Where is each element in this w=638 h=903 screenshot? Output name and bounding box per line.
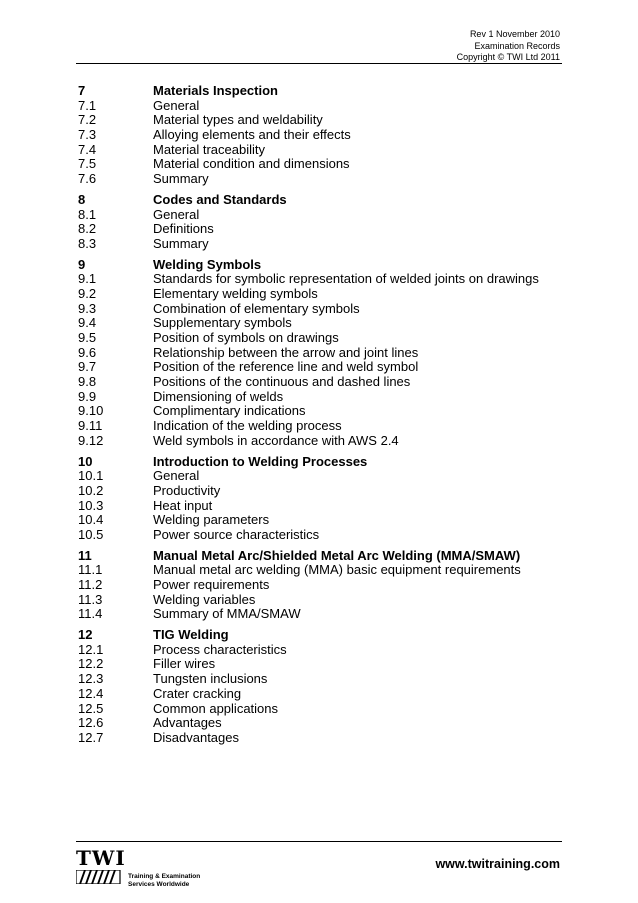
entry-number: 11.1 — [78, 562, 103, 578]
toc-entry[interactable] — [78, 157, 558, 172]
entry-title: Common applications — [153, 700, 279, 716]
section-number: 12 — [78, 627, 93, 643]
toc-entry[interactable] — [78, 346, 558, 361]
entry-number: 11.2 — [78, 577, 103, 592]
entry-number: 12.7 — [78, 729, 104, 745]
footer-divider — [76, 841, 562, 842]
toc-section-heading[interactable] — [78, 84, 558, 99]
entry-title: Summary — [153, 171, 209, 187]
entry-number: 9.2 — [78, 285, 97, 301]
toc-section — [78, 628, 558, 746]
section-title: Introduction to Welding Processes — [153, 453, 368, 469]
toc-entry[interactable] — [78, 731, 558, 746]
section-number: 7 — [78, 83, 86, 98]
entry-number: 9.9 — [78, 388, 97, 404]
entry-title: Summary — [153, 235, 209, 251]
entry-title: General — [153, 468, 200, 484]
toc-entry[interactable] — [78, 657, 558, 672]
toc-entry[interactable] — [78, 499, 558, 514]
toc-entry[interactable] — [78, 716, 558, 731]
entry-number: 9.1 — [78, 271, 97, 287]
entry-number: 12.2 — [78, 656, 104, 672]
toc-entry[interactable] — [78, 272, 558, 287]
entry-title: Alloying elements and their effects — [153, 127, 351, 143]
toc-section — [78, 84, 558, 187]
toc-entry[interactable] — [78, 528, 558, 543]
entry-number: 12.1 — [78, 641, 104, 657]
entry-title: Combination of elementary symbols — [153, 300, 360, 316]
document-title: Examination Records — [474, 40, 560, 51]
entry-title: Welding parameters — [153, 512, 270, 528]
toc-entry[interactable] — [78, 287, 558, 302]
toc-entry[interactable] — [78, 563, 558, 578]
toc-section — [78, 455, 558, 543]
toc-entry[interactable] — [78, 672, 558, 687]
tagline-line-1: Training & Examination — [128, 873, 201, 880]
entry-number: 10.3 — [78, 497, 104, 513]
toc-entry[interactable] — [78, 128, 558, 143]
entry-title: Disadvantages — [153, 729, 239, 745]
toc-entry[interactable] — [78, 687, 558, 702]
toc-entry[interactable] — [78, 375, 558, 390]
toc-entry[interactable] — [78, 208, 558, 223]
toc-section-heading[interactable] — [78, 193, 558, 208]
entry-title: Process characteristics — [153, 641, 287, 657]
section-number: 10 — [78, 453, 93, 469]
entry-title: Relationship between the arrow and joint lines — [153, 344, 419, 360]
toc-entry[interactable] — [78, 484, 558, 499]
toc-entry[interactable] — [78, 237, 558, 252]
entry-title: Standards for symbolic representation of welded joints on drawings — [153, 271, 539, 287]
entry-number: 7.6 — [78, 171, 97, 187]
toc-entry[interactable] — [78, 469, 558, 484]
toc-entry[interactable] — [78, 419, 558, 434]
entry-title: Tungsten inclusions — [153, 671, 268, 687]
website-link[interactable]: www.twitraining.com — [435, 857, 560, 871]
entry-number: 12.4 — [78, 685, 104, 701]
toc-entry[interactable] — [78, 643, 558, 658]
entry-number: 9.8 — [78, 374, 97, 390]
logo-bars-icon — [76, 870, 124, 884]
entry-number: 8.2 — [78, 221, 97, 237]
entry-title: Productivity — [153, 482, 221, 498]
entry-title: Advantages — [153, 715, 222, 731]
toc-entry[interactable] — [78, 434, 558, 449]
toc-entry[interactable] — [78, 222, 558, 237]
section-title: TIG Welding — [153, 627, 229, 643]
entry-title: Power source characteristics — [153, 526, 320, 542]
entry-number: 12.3 — [78, 671, 104, 687]
section-title: Welding Symbols — [153, 256, 262, 272]
entry-title: General — [153, 97, 200, 113]
toc-entry[interactable] — [78, 143, 558, 158]
toc-entry[interactable] — [78, 360, 558, 375]
copyright-text: Copyright © TWI Ltd 2011 — [456, 52, 560, 62]
entry-number: 8.1 — [78, 206, 97, 222]
toc-entry[interactable] — [78, 607, 558, 622]
toc-section-heading[interactable] — [78, 628, 558, 643]
toc-section — [78, 549, 558, 622]
toc-entry[interactable] — [78, 99, 558, 114]
toc-entry[interactable] — [78, 702, 558, 717]
section-number: 11 — [78, 547, 92, 563]
entry-title: Material types and weldability — [153, 112, 323, 128]
toc-entry[interactable] — [78, 513, 558, 528]
entry-number: 10.2 — [78, 482, 104, 498]
entry-title: Elementary welding symbols — [153, 285, 318, 301]
entry-number: 9.12 — [78, 432, 104, 448]
entry-title: Filler wires — [153, 656, 216, 672]
entry-title: Supplementary symbols — [153, 315, 292, 331]
toc-section — [78, 258, 558, 449]
page-header — [457, 29, 560, 64]
toc-entry[interactable] — [78, 331, 558, 346]
entry-number: 9.3 — [78, 300, 97, 316]
entry-title: Complimentary indications — [153, 403, 306, 419]
revision-text: Rev 1 November 2010 — [469, 29, 560, 39]
section-number: 9 — [78, 256, 86, 272]
entry-number: 7.4 — [78, 141, 97, 157]
toc-section-heading[interactable] — [78, 258, 558, 273]
toc-entry[interactable] — [78, 302, 558, 317]
entry-number: 9.5 — [78, 330, 97, 345]
entry-number: 12.6 — [78, 715, 104, 731]
entry-title: Indication of the welding process — [153, 418, 342, 434]
twi-logo — [76, 848, 206, 892]
entry-number: 9.4 — [78, 315, 97, 331]
entry-title: Manual metal arc welding (MMA) basic equipment requirements — [153, 562, 521, 578]
section-number: 8 — [78, 191, 86, 207]
entry-number: 7.1 — [78, 97, 97, 113]
entry-title: General — [153, 206, 200, 222]
entry-number: 9.6 — [78, 344, 97, 360]
entry-number: 12.5 — [78, 700, 104, 716]
entry-number: 9.7 — [78, 359, 97, 375]
section-title: Materials Inspection — [153, 83, 278, 98]
entry-title: Material traceability — [153, 141, 265, 157]
entry-title: Heat input — [153, 497, 213, 513]
entry-title: Definitions — [153, 221, 214, 237]
section-title: Codes and Standards — [153, 191, 287, 207]
table-of-contents — [78, 84, 558, 752]
entry-number: 10.5 — [78, 526, 104, 542]
toc-entry[interactable] — [78, 390, 558, 405]
entry-title: Power requirements — [153, 577, 270, 592]
entry-number: 10.1 — [78, 468, 104, 484]
entry-number: 8.3 — [78, 235, 97, 251]
entry-number: 11.3 — [78, 591, 103, 607]
entry-number: 7.2 — [78, 112, 97, 128]
entry-number: 11.4 — [78, 606, 103, 622]
entry-title: Crater cracking — [153, 685, 242, 701]
toc-entry[interactable] — [78, 172, 558, 187]
toc-section-heading[interactable] — [78, 549, 558, 564]
entry-title: Positions of the continuous and dashed lines — [153, 374, 411, 390]
entry-number: 7.3 — [78, 127, 97, 143]
header-divider — [76, 63, 562, 64]
entry-title: Material condition and dimensions — [153, 156, 350, 172]
entry-number: 9.11 — [78, 418, 103, 434]
entry-number: 7.5 — [78, 156, 97, 172]
tagline-line-2: Services Worldwide — [128, 881, 190, 888]
toc-entry[interactable] — [78, 404, 558, 419]
logo-wordmark: TWI — [76, 846, 126, 870]
entry-title: Position of symbols on drawings — [153, 330, 339, 345]
toc-entry[interactable] — [78, 113, 558, 128]
toc-section-heading[interactable] — [78, 455, 558, 470]
entry-number: 9.10 — [78, 403, 104, 419]
logo-tagline — [128, 873, 200, 889]
entry-title: Position of the reference line and weld symbol — [153, 359, 419, 375]
toc-entry[interactable] — [78, 593, 558, 608]
entry-title: Weld symbols in accordance with AWS 2.4 — [153, 432, 399, 448]
toc-entry[interactable] — [78, 578, 558, 593]
toc-section — [78, 193, 558, 252]
entry-title: Summary of MMA/SMAW — [153, 606, 301, 622]
entry-number: 10.4 — [78, 512, 104, 528]
entry-title: Dimensioning of welds — [153, 388, 284, 404]
toc-entry[interactable] — [78, 316, 558, 331]
section-title: Manual Metal Arc/Shielded Metal Arc Welding (MMA/SMAW) — [153, 547, 521, 563]
entry-title: Welding variables — [153, 591, 256, 607]
